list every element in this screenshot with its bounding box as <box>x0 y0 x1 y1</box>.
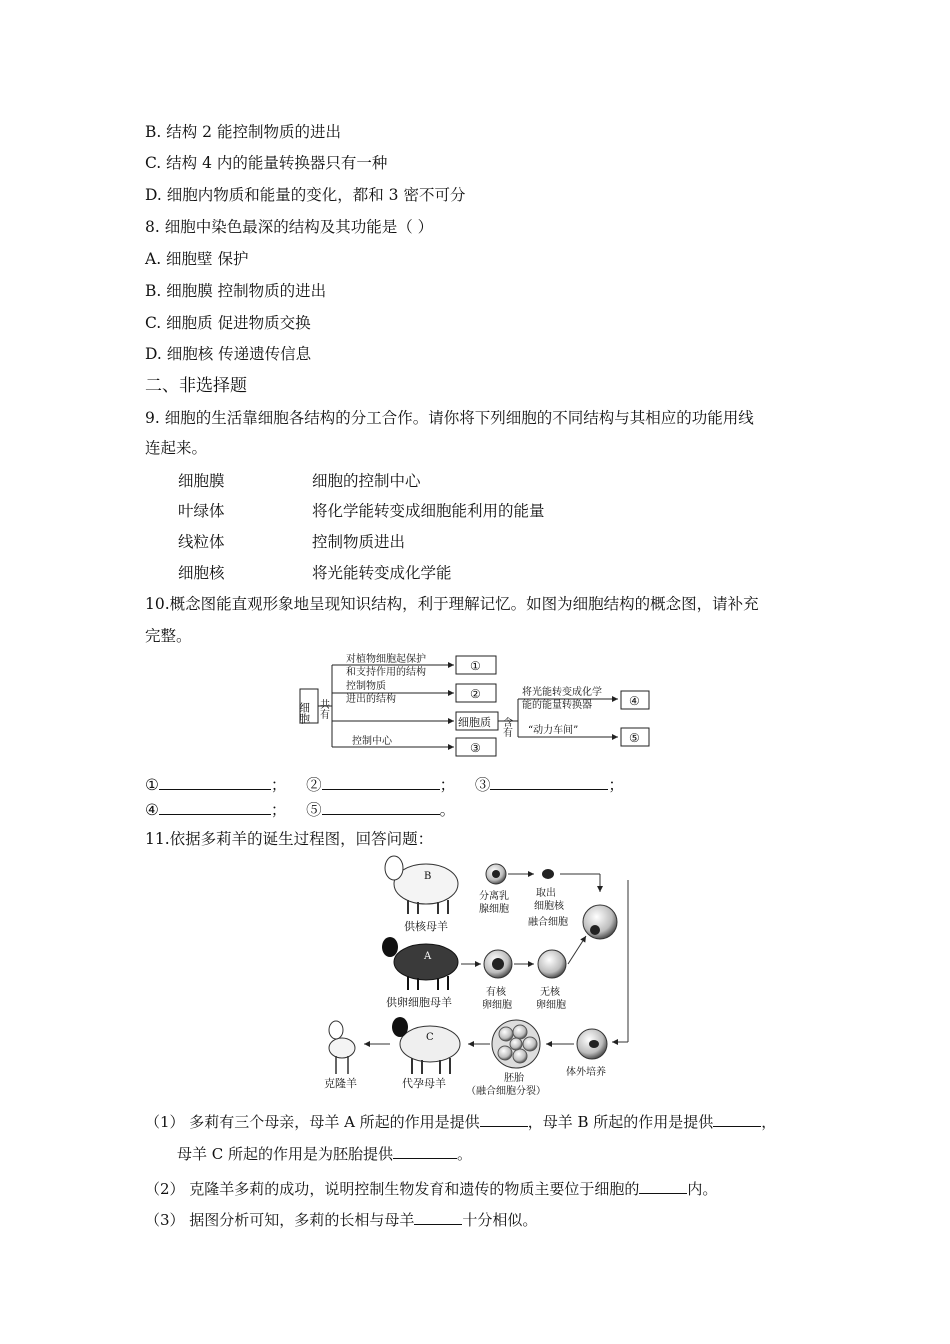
circled-number-2: ② <box>470 687 481 701</box>
egg-nucleus-line2: 卵细胞 <box>482 1000 512 1011</box>
clone-label: 克隆羊 <box>324 1077 357 1090</box>
branch3-label: 控制中心 <box>352 736 392 747</box>
branch2-label-line2: 进出的结构 <box>346 694 396 705</box>
answer-blank-11-3[interactable] <box>414 1208 462 1225</box>
answer-blank-4[interactable] <box>159 798 271 815</box>
section-heading: 二、非选择题 <box>145 376 247 396</box>
circled-number-3: ③ <box>470 741 481 755</box>
q11-part2 <box>145 1177 717 1199</box>
option-d-prev: D. 细胞内物质和能量的变化，都和 3 密不可分 <box>145 186 466 204</box>
q11-part1-line2 <box>177 1142 472 1164</box>
q10-stem-line2: 完整。 <box>145 627 192 645</box>
q8-option-c: C. 细胞质 促进物质交换 <box>145 314 311 332</box>
q9-structure-item: 细胞膜 <box>178 472 225 490</box>
answer-blank-11-1c[interactable] <box>393 1142 457 1159</box>
q11-p2-text-a: （2） 克隆羊多莉的成功，说明控制生物发育和遗传的物质主要位于细胞的 <box>145 1180 640 1198</box>
q11-p1-text-b: ，母羊 B 所起的作用是提供 <box>527 1113 714 1131</box>
period: 。 <box>439 801 456 819</box>
q11-p1-text-a: （1） 多莉有三个母亲，母羊 A 所起的作用是提供 <box>145 1113 480 1131</box>
q9-function-item: 控制物质进出 <box>312 533 406 551</box>
circled-number-4: ④ <box>629 694 640 708</box>
branch4-label-line1: 将光能转变成化学 <box>522 687 602 698</box>
embryo-label-line2: （融合细胞分裂） <box>466 1086 546 1097</box>
egg-no-line1: 无核 <box>540 987 560 998</box>
fused-cell-icon <box>583 905 617 939</box>
nucleus-icon <box>542 869 554 879</box>
q11-stem: 11.依据多莉羊的诞生过程图，回答问题： <box>145 830 434 848</box>
q8-stem: 8. 细胞中染色最深的结构及其功能是（ ） <box>145 218 434 236</box>
q11-p3-text-b: 十分相似。 <box>462 1211 538 1229</box>
q11-part3 <box>145 1208 537 1230</box>
blank-label-3: ③ <box>474 776 491 794</box>
mammary-label-line1: 分离乳 <box>479 891 509 902</box>
concept-map-diagram <box>296 651 656 761</box>
embryo-icon <box>492 1020 540 1068</box>
q11-part1-line1 <box>145 1110 776 1132</box>
q9-stem-line2: 连起来。 <box>145 439 208 457</box>
q9-structure-item: 线粒体 <box>178 533 225 551</box>
relation-label: 共有 <box>317 699 329 719</box>
culture-label: 体外培养 <box>566 1067 606 1078</box>
clone-lamb-icon <box>329 1021 355 1074</box>
branch2-label-line1: 控制物质 <box>346 681 386 692</box>
q9-function-item: 将化学能转变成细胞能利用的能量 <box>312 502 545 520</box>
sheep-c-letter: C <box>426 1032 434 1043</box>
blank-label-5: ⑤ <box>306 801 322 819</box>
q8-option-b: B. 细胞膜 控制物质的进出 <box>145 282 327 300</box>
q10-blanks-row1 <box>145 773 624 795</box>
branch4-label-line2: 能的能量转换器 <box>522 700 592 711</box>
q9-function-item: 将光能转变成化学能 <box>312 564 452 582</box>
option-c-prev: C. 结构 4 内的能量转换器只有一种 <box>145 154 388 172</box>
q11-p1-text-c: ， <box>761 1113 777 1131</box>
contains-label: 含有 <box>500 717 512 737</box>
q11-p2-text-b: 内。 <box>687 1180 718 1198</box>
sheep-b-icon <box>385 856 458 914</box>
egg-nucleus-line1: 有核 <box>486 987 506 998</box>
take-label-line2: 细胞核 <box>534 901 564 912</box>
answer-blank-2[interactable] <box>322 773 440 790</box>
sheep-c-label: 代孕母羊 <box>402 1077 446 1090</box>
answer-blank-5[interactable] <box>322 798 440 815</box>
q11-p3-text-a: （3） 据图分析可知，多莉的长相与母羊 <box>145 1211 415 1229</box>
answer-blank-11-1b[interactable] <box>713 1110 761 1127</box>
egg-without-nucleus-icon <box>538 950 566 978</box>
q9-structure-item: 叶绿体 <box>178 502 225 520</box>
root-label-char: 细胞 <box>297 702 311 724</box>
answer-blank-11-1a[interactable] <box>480 1110 528 1127</box>
blank-label-2: ② <box>306 776 322 794</box>
branch1-label-line2: 和支持作用的结构 <box>346 667 426 678</box>
branch1-label-line1: 对植物细胞起保护 <box>346 654 426 665</box>
q8-option-a: A. 细胞壁 保护 <box>145 250 249 268</box>
cytoplasm-label: 细胞质 <box>458 716 491 729</box>
blank-label-1: ① <box>145 776 159 794</box>
answer-blank-1[interactable] <box>159 773 271 790</box>
fused-label: 融合细胞 <box>528 917 568 928</box>
sheep-a-letter: A <box>424 951 432 962</box>
embryo-label-line1: 胚胎 <box>504 1073 524 1084</box>
q8-option-d: D. 细胞核 传递遗传信息 <box>145 345 312 363</box>
separator: ； <box>439 776 456 794</box>
q11-p1-text-e: 。 <box>457 1145 473 1163</box>
answer-blank-11-2[interactable] <box>639 1177 687 1194</box>
separator: ； <box>270 776 287 794</box>
take-label-line1: 取出 <box>536 888 556 899</box>
sheep-c-icon <box>392 1017 460 1074</box>
sheep-b-label: 供核母羊 <box>404 920 448 933</box>
dolly-cloning-figure <box>316 852 646 1098</box>
answer-blank-3[interactable] <box>490 773 608 790</box>
separator: ； <box>608 776 624 794</box>
q9-stem-line1: 9. 细胞的生活靠细胞各结构的分工合作。请你将下列细胞的不同结构与其相应的功能用线 <box>145 409 754 427</box>
sheep-a-icon <box>382 937 458 990</box>
circled-number-5: ⑤ <box>629 731 640 745</box>
q11-p1-text-d: 母羊 C 所起的作用是为胚胎提供 <box>177 1145 394 1163</box>
branch5-label: “动力车间” <box>528 725 579 736</box>
circled-number-1: ① <box>470 659 481 673</box>
q10-blanks-row2 <box>145 798 455 820</box>
sheep-b-letter: B <box>424 871 432 882</box>
q9-structure-item: 细胞核 <box>178 564 225 582</box>
q9-function-item: 细胞的控制中心 <box>312 472 421 490</box>
egg-no-line2: 卵细胞 <box>536 1000 566 1011</box>
blank-label-4: ④ <box>145 801 159 819</box>
option-b-prev: B. 结构 2 能控制物质的进出 <box>145 123 341 141</box>
mammary-label-line2: 腺细胞 <box>479 904 509 915</box>
separator: ； <box>270 801 287 819</box>
q10-stem-line1: 10.概念图能直观形象地呈现知识结构，利于理解记忆。如图为细胞结构的概念图，请补充 <box>145 595 759 613</box>
sheep-a-label: 供卵细胞母羊 <box>386 996 452 1009</box>
